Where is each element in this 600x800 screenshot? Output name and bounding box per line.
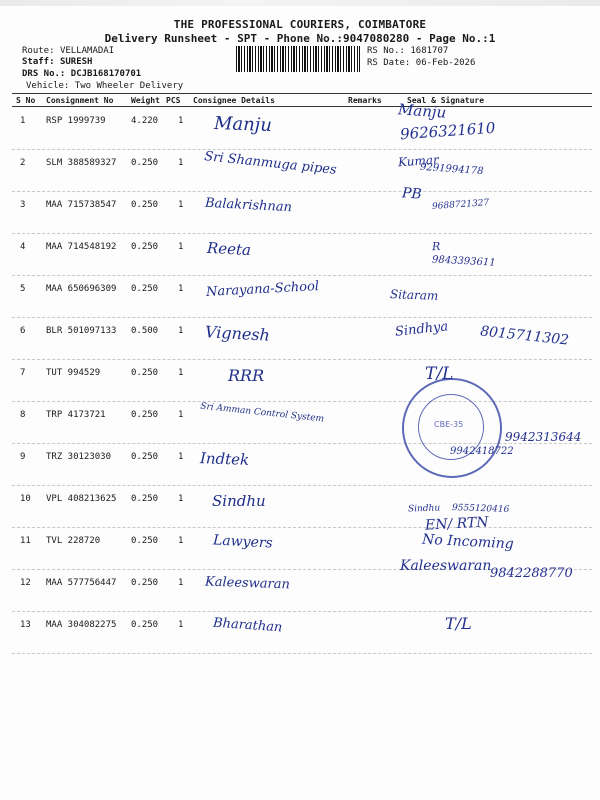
row-divider — [12, 653, 592, 654]
row-weight: 0.250 — [131, 200, 159, 210]
row-pcs: 1 — [178, 536, 184, 546]
row-weight: 0.250 — [131, 452, 159, 462]
receiver-signature: 9942313644 — [505, 430, 582, 444]
route-label: Route: — [22, 46, 55, 56]
barcode — [236, 46, 360, 72]
table-row — [0, 185, 600, 234]
consignee-handwriting: Balakrishnan — [204, 195, 293, 216]
receiver-phone: 9842288770 — [490, 566, 573, 581]
row-consignment-no: MAA 714548192 — [46, 242, 117, 252]
receiver-signature: PB — [401, 185, 423, 203]
header-rule-bottom — [12, 106, 592, 107]
vehicle-value: Two Wheeler Delivery — [74, 81, 184, 91]
consignee-handwriting: Reeta — [206, 238, 252, 260]
consignee-handwriting: Sri Shanmuga pipes — [203, 149, 338, 178]
receiver-signature: Kaleeswaran — [400, 558, 492, 574]
table-row — [0, 514, 600, 570]
table-row — [0, 360, 600, 402]
row-weight: 0.250 — [131, 242, 159, 252]
table-row — [0, 276, 600, 318]
row-consignment-no: BLR 501097133 — [46, 326, 117, 336]
row-consignment-no: TRP 4173721 — [46, 410, 106, 420]
runsheet-subtitle: Delivery Runsheet - SPT - Phone No.:9047080280 - Page No.:1 — [104, 32, 496, 45]
rs-date-label: RS Date: — [367, 58, 411, 68]
row-consignment-no: MAA 715738547 — [46, 200, 117, 210]
consignee-handwriting: Vignesh — [204, 322, 271, 345]
receiver-phone: 9843393611 — [431, 254, 496, 269]
row-weight: 0.250 — [131, 368, 159, 378]
row-sno: 2 — [20, 158, 26, 168]
row-consignment-no: TVL 228720 — [46, 536, 101, 546]
staff-label: Staff: — [22, 57, 55, 67]
receiver-signature: EN/ RTN — [424, 514, 489, 534]
receiver-phone: No Incoming — [421, 531, 515, 553]
drs-line — [22, 69, 141, 80]
consignee-handwriting: Bharathan — [212, 615, 283, 636]
col-sno: S No — [16, 96, 36, 105]
row-consignment-no: MAA 577756447 — [46, 578, 117, 588]
receiver-phone: 9291994178 — [419, 161, 484, 178]
rs-no-value: 1681707 — [410, 46, 449, 56]
consignee-handwriting: Narayana-School — [205, 279, 320, 300]
row-weight: 0.250 — [131, 536, 159, 546]
col-consignment: Consignment No — [46, 96, 114, 105]
receiver-signature: R — [431, 239, 441, 254]
row-pcs: 1 — [178, 368, 184, 378]
row-weight: 0.250 — [131, 410, 159, 420]
row-sno: 11 — [20, 536, 31, 546]
row-sno: 12 — [20, 578, 31, 588]
header-rule-top — [12, 93, 592, 94]
col-remarks: Remarks — [348, 96, 382, 105]
table-row — [0, 612, 600, 654]
rs-date-value: 06-Feb-2026 — [415, 58, 476, 68]
col-seal-signature: Seal & Signature — [407, 96, 485, 105]
row-consignment-no: SLM 388589327 — [46, 158, 117, 168]
rs-date-line — [367, 58, 475, 69]
receiver-phone: 9626321610 — [399, 118, 496, 144]
row-weight: 0.250 — [131, 158, 159, 168]
vehicle-label: Vehicle: — [26, 81, 70, 91]
receiver-signature: T/L — [445, 614, 472, 633]
row-pcs: 1 — [178, 200, 184, 210]
row-consignment-no: MAA 304082275 — [46, 620, 117, 630]
table-row — [0, 486, 600, 528]
col-consignee: Consignee Details — [193, 96, 275, 105]
row-weight: 0.250 — [131, 578, 159, 588]
receiver-signature: Sitaram — [389, 287, 439, 303]
row-pcs: 1 — [178, 326, 184, 336]
route-value: VELLAMADAI — [59, 46, 115, 56]
company-title: THE PROFESSIONAL COURIERS, COIMBATORE — [173, 18, 427, 31]
table-row — [0, 558, 600, 612]
col-pcs: PCS — [166, 96, 181, 105]
row-pcs: 1 — [178, 452, 184, 462]
receiver-signature: T/L — [425, 364, 454, 384]
row-pcs: 1 — [178, 578, 184, 588]
row-sno: 8 — [20, 410, 26, 420]
col-weight: Weight — [131, 96, 160, 105]
table-row — [0, 318, 600, 360]
receiver-phone: 9555120416 — [451, 503, 510, 515]
receiver-phone: 9688721327 — [431, 198, 490, 212]
row-pcs: 1 — [178, 242, 184, 252]
staff-line — [22, 57, 92, 68]
row-consignment-no: TUT 994529 — [46, 368, 101, 378]
table-row — [0, 234, 600, 276]
receiver-signature: Kumar — [397, 152, 440, 170]
row-sno: 13 — [20, 620, 31, 630]
row-weight: 4.220 — [131, 116, 159, 126]
row-weight: 0.250 — [131, 494, 159, 504]
row-pcs: 1 — [178, 116, 184, 126]
row-pcs: 1 — [178, 284, 184, 294]
receiver-signature: Sindhu — [407, 503, 441, 515]
consignee-handwriting: Indtek — [199, 449, 250, 469]
row-weight: 0.500 — [131, 326, 159, 336]
receiver-signature: Sindhya — [394, 319, 449, 340]
staff-value: SURESH — [59, 57, 93, 67]
row-consignment-no: TRZ 30123030 — [46, 452, 112, 462]
consignee-handwriting: Lawyers — [212, 532, 274, 552]
row-weight: 0.250 — [131, 620, 159, 630]
route-line — [22, 46, 114, 57]
row-consignment-no: RSP 1999739 — [46, 116, 106, 126]
row-consignment-no: VPL 408213625 — [46, 494, 117, 504]
row-pcs: 1 — [178, 620, 184, 630]
scan-edge — [0, 0, 600, 6]
drs-label: DRS No.: — [22, 69, 66, 79]
consignee-handwriting: Sri Amman Control System — [199, 401, 325, 425]
row-sno: 5 — [20, 284, 26, 294]
consignee-handwriting: Sindhu — [212, 492, 266, 510]
row-sno: 4 — [20, 242, 26, 252]
stamp-code: CBE-35 — [434, 420, 464, 429]
row-sno: 10 — [20, 494, 31, 504]
receiver-phone: 8015711302 — [479, 323, 570, 349]
row-sno: 1 — [20, 116, 26, 126]
row-consignment-no: MAA 650696309 — [46, 284, 117, 294]
table-row — [0, 150, 600, 192]
row-pcs: 1 — [178, 158, 184, 168]
table-row — [0, 430, 600, 486]
receiver-phone: 9942418722 — [450, 446, 514, 457]
row-pcs: 1 — [178, 410, 184, 420]
drs-value: DCJB168170701 — [70, 69, 142, 79]
consignee-handwriting: RRR — [228, 366, 265, 385]
row-pcs: 1 — [178, 494, 184, 504]
vehicle-line — [26, 81, 183, 92]
row-sno: 3 — [20, 200, 26, 210]
row-weight: 0.250 — [131, 284, 159, 294]
row-sno: 9 — [20, 452, 26, 462]
rs-no-line — [367, 46, 448, 57]
row-sno: 6 — [20, 326, 26, 336]
rs-no-label: RS No.: — [367, 46, 405, 56]
receiver-signature: Manju — [397, 100, 447, 122]
company-stamp — [402, 378, 502, 478]
consignee-handwriting: Kaleeswaran — [204, 574, 291, 593]
consignee-handwriting: Manju — [213, 112, 273, 137]
row-sno: 7 — [20, 368, 26, 378]
